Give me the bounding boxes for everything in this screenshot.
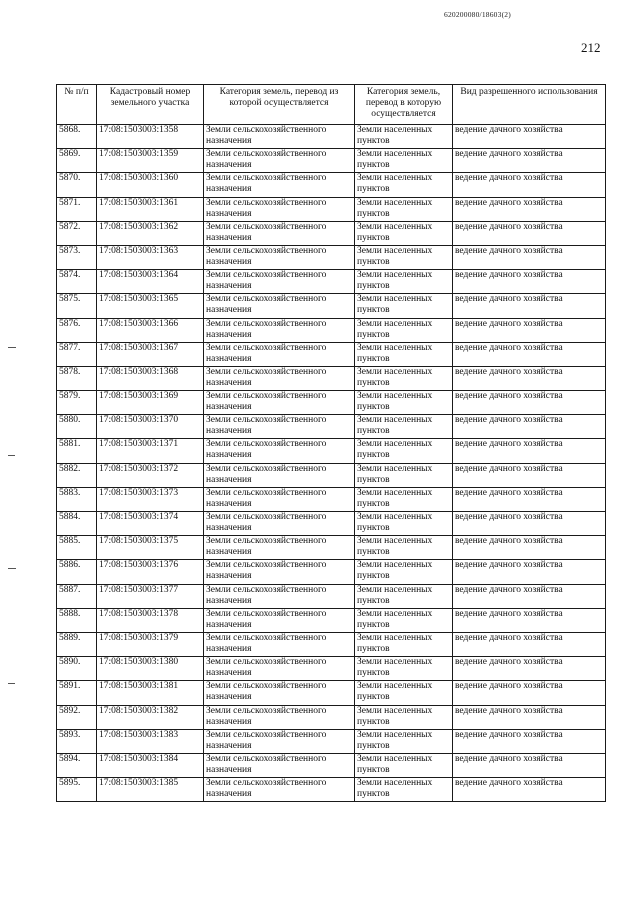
table-row (57, 245, 606, 269)
permitted-use-cell: ведение дачного хозяйства (453, 221, 606, 245)
table-row (57, 197, 606, 221)
row-number-cell: 5883. (57, 487, 97, 511)
category-from-cell: Земли сельскохозяйственного назначения (204, 125, 355, 149)
category-to-cell: Земли населенных пунктов (355, 632, 453, 656)
table-row (57, 221, 606, 245)
column-header-number: № п/п (57, 85, 97, 125)
category-to-cell: Земли населенных пунктов (355, 318, 453, 342)
category-from-cell: Земли сельскохозяйственного назначения (204, 729, 355, 753)
row-number-cell: 5889. (57, 632, 97, 656)
category-from-cell: Земли сельскохозяйственного назначения (204, 463, 355, 487)
cadastral-number-cell: 17:08:1503003:1384 (97, 753, 204, 777)
permitted-use-cell: ведение дачного хозяйства (453, 632, 606, 656)
permitted-use-cell: ведение дачного хозяйства (453, 608, 606, 632)
category-from-cell: Земли сельскохозяйственного назначения (204, 294, 355, 318)
row-number-cell: 5878. (57, 366, 97, 390)
permitted-use-cell: ведение дачного хозяйства (453, 657, 606, 681)
category-from-cell: Земли сельскохозяйственного назначения (204, 318, 355, 342)
permitted-use-cell: ведение дачного хозяйства (453, 342, 606, 366)
permitted-use-cell: ведение дачного хозяйства (453, 439, 606, 463)
table-header-row (57, 85, 606, 125)
category-to-cell: Земли населенных пунктов (355, 391, 453, 415)
row-number-cell: 5885. (57, 536, 97, 560)
table-row (57, 415, 606, 439)
category-from-cell: Земли сельскохозяйственного назначения (204, 487, 355, 511)
category-from-cell: Земли сельскохозяйственного назначения (204, 342, 355, 366)
permitted-use-cell: ведение дачного хозяйства (453, 536, 606, 560)
table-row (57, 318, 606, 342)
category-from-cell: Земли сельскохозяйственного назначения (204, 705, 355, 729)
margin-mark (8, 455, 15, 456)
category-from-cell: Земли сельскохозяйственного назначения (204, 270, 355, 294)
column-header-category-from: Категория земель, перевод из которой осуществляется (204, 85, 355, 125)
cadastral-number-cell: 17:08:1503003:1361 (97, 197, 204, 221)
category-to-cell: Земли населенных пунктов (355, 705, 453, 729)
column-header-permitted-use: Вид разрешенного использования (453, 85, 606, 125)
row-number-cell: 5890. (57, 657, 97, 681)
category-from-cell: Земли сельскохозяйственного назначения (204, 632, 355, 656)
category-to-cell: Земли населенных пунктов (355, 778, 453, 802)
cadastral-number-cell: 17:08:1503003:1369 (97, 391, 204, 415)
category-from-cell: Земли сельскохозяйственного назначения (204, 512, 355, 536)
category-from-cell: Земли сельскохозяйственного назначения (204, 439, 355, 463)
table-row (57, 632, 606, 656)
permitted-use-cell: ведение дачного хозяйства (453, 245, 606, 269)
row-number-cell: 5869. (57, 149, 97, 173)
category-to-cell: Земли населенных пунктов (355, 125, 453, 149)
cadastral-number-cell: 17:08:1503003:1371 (97, 439, 204, 463)
category-to-cell: Земли населенных пунктов (355, 487, 453, 511)
category-from-cell: Земли сельскохозяйственного назначения (204, 560, 355, 584)
category-to-cell: Земли населенных пунктов (355, 729, 453, 753)
row-number-cell: 5872. (57, 221, 97, 245)
permitted-use-cell: ведение дачного хозяйства (453, 294, 606, 318)
category-to-cell: Земли населенных пунктов (355, 608, 453, 632)
cadastral-number-cell: 17:08:1503003:1382 (97, 705, 204, 729)
category-to-cell: Земли населенных пунктов (355, 560, 453, 584)
category-to-cell: Земли населенных пунктов (355, 366, 453, 390)
cadastral-number-cell: 17:08:1503003:1367 (97, 342, 204, 366)
permitted-use-cell: ведение дачного хозяйства (453, 125, 606, 149)
cadastral-number-cell: 17:08:1503003:1360 (97, 173, 204, 197)
page-number: 212 (581, 40, 601, 55)
category-to-cell: Земли населенных пунктов (355, 536, 453, 560)
row-number-cell: 5893. (57, 729, 97, 753)
cadastral-number-cell: 17:08:1503003:1374 (97, 512, 204, 536)
table-row (57, 149, 606, 173)
category-to-cell: Земли населенных пунктов (355, 221, 453, 245)
row-number-cell: 5880. (57, 415, 97, 439)
category-from-cell: Земли сельскохозяйственного назначения (204, 415, 355, 439)
category-from-cell: Земли сельскохозяйственного назначения (204, 608, 355, 632)
category-to-cell: Земли населенных пунктов (355, 415, 453, 439)
table-row (57, 608, 606, 632)
category-to-cell: Земли населенных пунктов (355, 245, 453, 269)
row-number-cell: 5877. (57, 342, 97, 366)
category-from-cell: Земли сельскохозяйственного назначения (204, 366, 355, 390)
row-number-cell: 5873. (57, 245, 97, 269)
table-row (57, 778, 606, 802)
cadastral-number-cell: 17:08:1503003:1379 (97, 632, 204, 656)
category-from-cell: Земли сельскохозяйственного назначения (204, 221, 355, 245)
category-from-cell: Земли сельскохозяйственного назначения (204, 197, 355, 221)
permitted-use-cell: ведение дачного хозяйства (453, 778, 606, 802)
category-from-cell: Земли сельскохозяйственного назначения (204, 657, 355, 681)
row-number-cell: 5887. (57, 584, 97, 608)
table-row (57, 487, 606, 511)
cadastral-number-cell: 17:08:1503003:1383 (97, 729, 204, 753)
permitted-use-cell: ведение дачного хозяйства (453, 487, 606, 511)
table-row (57, 681, 606, 705)
permitted-use-cell: ведение дачного хозяйства (453, 705, 606, 729)
row-number-cell: 5886. (57, 560, 97, 584)
category-from-cell: Земли сельскохозяйственного назначения (204, 753, 355, 777)
table-row (57, 705, 606, 729)
permitted-use-cell: ведение дачного хозяйства (453, 729, 606, 753)
cadastral-number-cell: 17:08:1503003:1375 (97, 536, 204, 560)
table-row (57, 173, 606, 197)
table-body (57, 125, 606, 802)
category-from-cell: Земли сельскохозяйственного назначения (204, 149, 355, 173)
cadastral-number-cell: 17:08:1503003:1359 (97, 149, 204, 173)
category-from-cell: Земли сельскохозяйственного назначения (204, 391, 355, 415)
cadastral-number-cell: 17:08:1503003:1381 (97, 681, 204, 705)
permitted-use-cell: ведение дачного хозяйства (453, 560, 606, 584)
category-to-cell: Земли населенных пунктов (355, 681, 453, 705)
cadastral-number-cell: 17:08:1503003:1385 (97, 778, 204, 802)
row-number-cell: 5879. (57, 391, 97, 415)
cadastral-number-cell: 17:08:1503003:1366 (97, 318, 204, 342)
permitted-use-cell: ведение дачного хозяйства (453, 584, 606, 608)
permitted-use-cell: ведение дачного хозяйства (453, 366, 606, 390)
category-to-cell: Земли населенных пунктов (355, 463, 453, 487)
category-to-cell: Земли населенных пунктов (355, 173, 453, 197)
table-row (57, 657, 606, 681)
table-row (57, 270, 606, 294)
cadastral-number-cell: 17:08:1503003:1376 (97, 560, 204, 584)
row-number-cell: 5888. (57, 608, 97, 632)
table-row (57, 753, 606, 777)
row-number-cell: 5884. (57, 512, 97, 536)
cadastral-number-cell: 17:08:1503003:1364 (97, 270, 204, 294)
row-number-cell: 5875. (57, 294, 97, 318)
table-row (57, 342, 606, 366)
row-number-cell: 5881. (57, 439, 97, 463)
column-header-cadastral: Кадастровый номер земельного участка (97, 85, 204, 125)
category-to-cell: Земли населенных пунктов (355, 294, 453, 318)
margin-mark (8, 683, 15, 684)
permitted-use-cell: ведение дачного хозяйства (453, 270, 606, 294)
permitted-use-cell: ведение дачного хозяйства (453, 197, 606, 221)
table-row (57, 560, 606, 584)
row-number-cell: 5868. (57, 125, 97, 149)
row-number-cell: 5870. (57, 173, 97, 197)
category-to-cell: Земли населенных пунктов (355, 149, 453, 173)
category-from-cell: Земли сельскохозяйственного назначения (204, 173, 355, 197)
category-from-cell: Земли сельскохозяйственного назначения (204, 778, 355, 802)
document-number: 620200080/18603(2) (444, 10, 511, 19)
category-to-cell: Земли населенных пунктов (355, 584, 453, 608)
table-row (57, 366, 606, 390)
category-from-cell: Земли сельскохозяйственного назначения (204, 245, 355, 269)
permitted-use-cell: ведение дачного хозяйства (453, 415, 606, 439)
row-number-cell: 5895. (57, 778, 97, 802)
table-row (57, 512, 606, 536)
margin-mark (8, 568, 16, 569)
cadastral-number-cell: 17:08:1503003:1358 (97, 125, 204, 149)
permitted-use-cell: ведение дачного хозяйства (453, 318, 606, 342)
cadastral-number-cell: 17:08:1503003:1378 (97, 608, 204, 632)
permitted-use-cell: ведение дачного хозяйства (453, 149, 606, 173)
permitted-use-cell: ведение дачного хозяйства (453, 463, 606, 487)
category-to-cell: Земли населенных пунктов (355, 197, 453, 221)
table-row (57, 729, 606, 753)
row-number-cell: 5882. (57, 463, 97, 487)
table-row (57, 439, 606, 463)
permitted-use-cell: ведение дачного хозяйства (453, 753, 606, 777)
category-to-cell: Земли населенных пунктов (355, 657, 453, 681)
land-register-table (56, 84, 606, 802)
cadastral-number-cell: 17:08:1503003:1372 (97, 463, 204, 487)
permitted-use-cell: ведение дачного хозяйства (453, 391, 606, 415)
cadastral-number-cell: 17:08:1503003:1362 (97, 221, 204, 245)
row-number-cell: 5891. (57, 681, 97, 705)
category-to-cell: Земли населенных пунктов (355, 270, 453, 294)
permitted-use-cell: ведение дачного хозяйства (453, 681, 606, 705)
category-from-cell: Земли сельскохозяйственного назначения (204, 536, 355, 560)
table-row (57, 463, 606, 487)
category-to-cell: Земли населенных пунктов (355, 512, 453, 536)
row-number-cell: 5871. (57, 197, 97, 221)
cadastral-number-cell: 17:08:1503003:1365 (97, 294, 204, 318)
cadastral-number-cell: 17:08:1503003:1377 (97, 584, 204, 608)
table-row (57, 536, 606, 560)
cadastral-number-cell: 17:08:1503003:1380 (97, 657, 204, 681)
cadastral-number-cell: 17:08:1503003:1370 (97, 415, 204, 439)
cadastral-number-cell: 17:08:1503003:1363 (97, 245, 204, 269)
row-number-cell: 5892. (57, 705, 97, 729)
table-row (57, 391, 606, 415)
row-number-cell: 5876. (57, 318, 97, 342)
table-row (57, 294, 606, 318)
column-header-category-to: Категория земель, перевод в которую осуществляется (355, 85, 453, 125)
table-row (57, 584, 606, 608)
cadastral-number-cell: 17:08:1503003:1373 (97, 487, 204, 511)
category-to-cell: Земли населенных пунктов (355, 753, 453, 777)
table-row (57, 125, 606, 149)
category-from-cell: Земли сельскохозяйственного назначения (204, 681, 355, 705)
margin-mark (8, 347, 16, 348)
row-number-cell: 5894. (57, 753, 97, 777)
category-to-cell: Земли населенных пунктов (355, 439, 453, 463)
permitted-use-cell: ведение дачного хозяйства (453, 512, 606, 536)
cadastral-number-cell: 17:08:1503003:1368 (97, 366, 204, 390)
row-number-cell: 5874. (57, 270, 97, 294)
permitted-use-cell: ведение дачного хозяйства (453, 173, 606, 197)
category-from-cell: Земли сельскохозяйственного назначения (204, 584, 355, 608)
category-to-cell: Земли населенных пунктов (355, 342, 453, 366)
